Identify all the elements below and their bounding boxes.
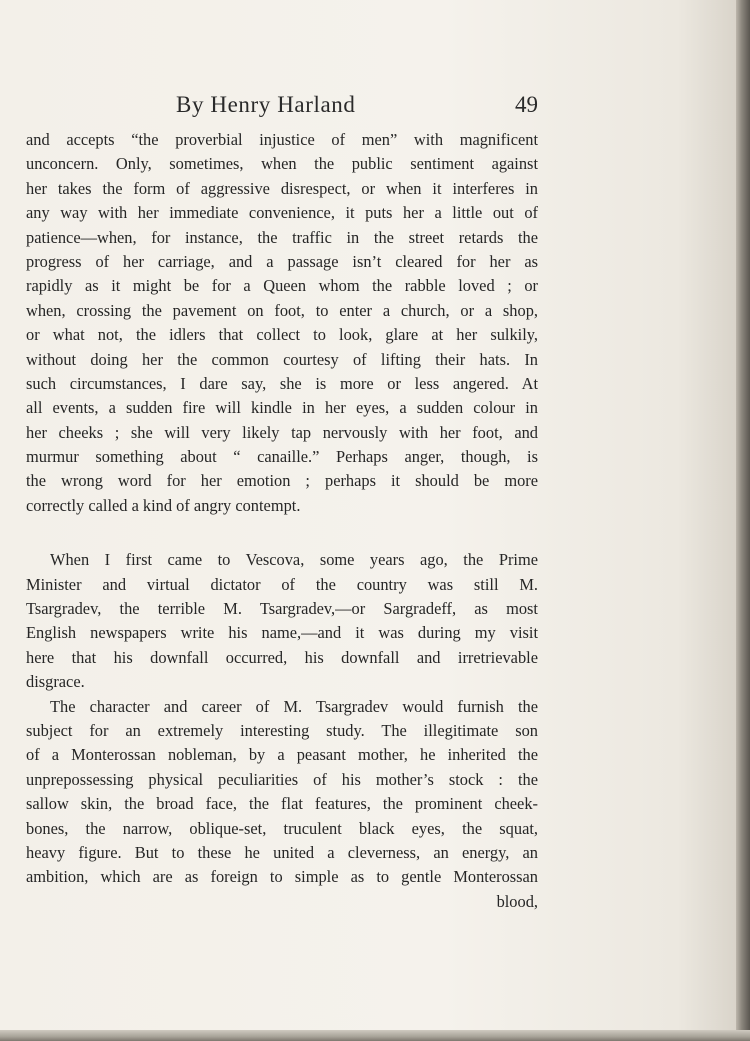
text-line: patience—when, for instance, the traffic in the street retards the (26, 227, 538, 247)
text-line: heavy figure. But to these he united a cleverness, an energy, an (26, 842, 538, 862)
text-line: unconcern. Only, sometimes, when the public sentiment against (26, 154, 538, 174)
text-line: or what not, the idlers that collect to look, glare at her sulkily, (26, 325, 538, 345)
text-line: the wrong word for her emotion ; perhaps it should be more (26, 471, 538, 491)
text-line: English newspapers write his name,—and it was during my visit (26, 623, 538, 643)
text-line: sallow skin, the broad face, the flat features, the prominent cheek- (26, 794, 538, 814)
text-line: unprepossessing physical peculiarities of his mother’s stock : the (26, 769, 538, 789)
page-edge-right (736, 0, 750, 1041)
running-head: By Henry Harland (176, 92, 356, 117)
text-line: her cheeks ; she will very likely tap nervously with her foot, and (26, 422, 538, 442)
paragraph-1 (26, 128, 538, 518)
text-line: all events, a sudden fire will kindle in her eyes, a sudden colour in (26, 398, 538, 418)
text-line: bones, the narrow, oblique-set, truculent black eyes, the squat, (26, 818, 538, 838)
text-line: here that his downfall occurred, his downfall and irretrievable (26, 647, 538, 667)
text-line: disgrace. (26, 672, 85, 692)
text-line: Minister and virtual dictator of the country was still M. (26, 574, 538, 594)
text-line: progress of her carriage, and a passage isn’t cleared for her as (26, 251, 538, 271)
paragraph-3 (26, 695, 538, 890)
page-number: 49 (515, 92, 538, 117)
text-line: When I first came to Vescova, some years ago, the Prime (50, 550, 538, 570)
paragraph-break (26, 518, 538, 548)
text-line: Tsargradev, the terrible M. Tsargradev,—or Sargradeff, as most (26, 599, 538, 619)
text-line: of a Monterossan nobleman, by a peasant mother, he inherited the (26, 745, 538, 765)
text-line: without doing her the common courtesy of lifting their hats. In (26, 349, 538, 369)
catchword: blood, (496, 891, 538, 911)
text-line: correctly called a kind of angry contempt. (26, 495, 301, 515)
body-text (26, 128, 538, 914)
text-line: murmur something about “ canaille.” Perhaps anger, though, is (26, 447, 538, 467)
text-line: such circumstances, I dare say, she is more or less angered. At (26, 373, 538, 393)
text-line: and accepts “the proverbial injustice of men” with magnificent (26, 130, 538, 149)
text-line: her takes the form of aggressive disrespect, or when it interferes in (26, 178, 538, 198)
text-line: rapidly as it might be for a Queen whom the rabble loved ; or (26, 276, 538, 296)
page-header (26, 90, 538, 130)
text-line: when, crossing the pavement on foot, to enter a church, or a shop, (26, 300, 538, 320)
text-line: The character and career of M. Tsargradev would furnish the (50, 696, 538, 716)
text-line: any way with her immediate convenience, it puts her a little out of (26, 203, 538, 223)
text-line: ambition, which are as foreign to simple as to gentle Monterossan (26, 867, 538, 887)
text-line: subject for an extremely interesting study. The illegitimate son (26, 720, 538, 740)
page-edge-bottom (0, 1030, 750, 1041)
paragraph-2 (26, 548, 538, 694)
